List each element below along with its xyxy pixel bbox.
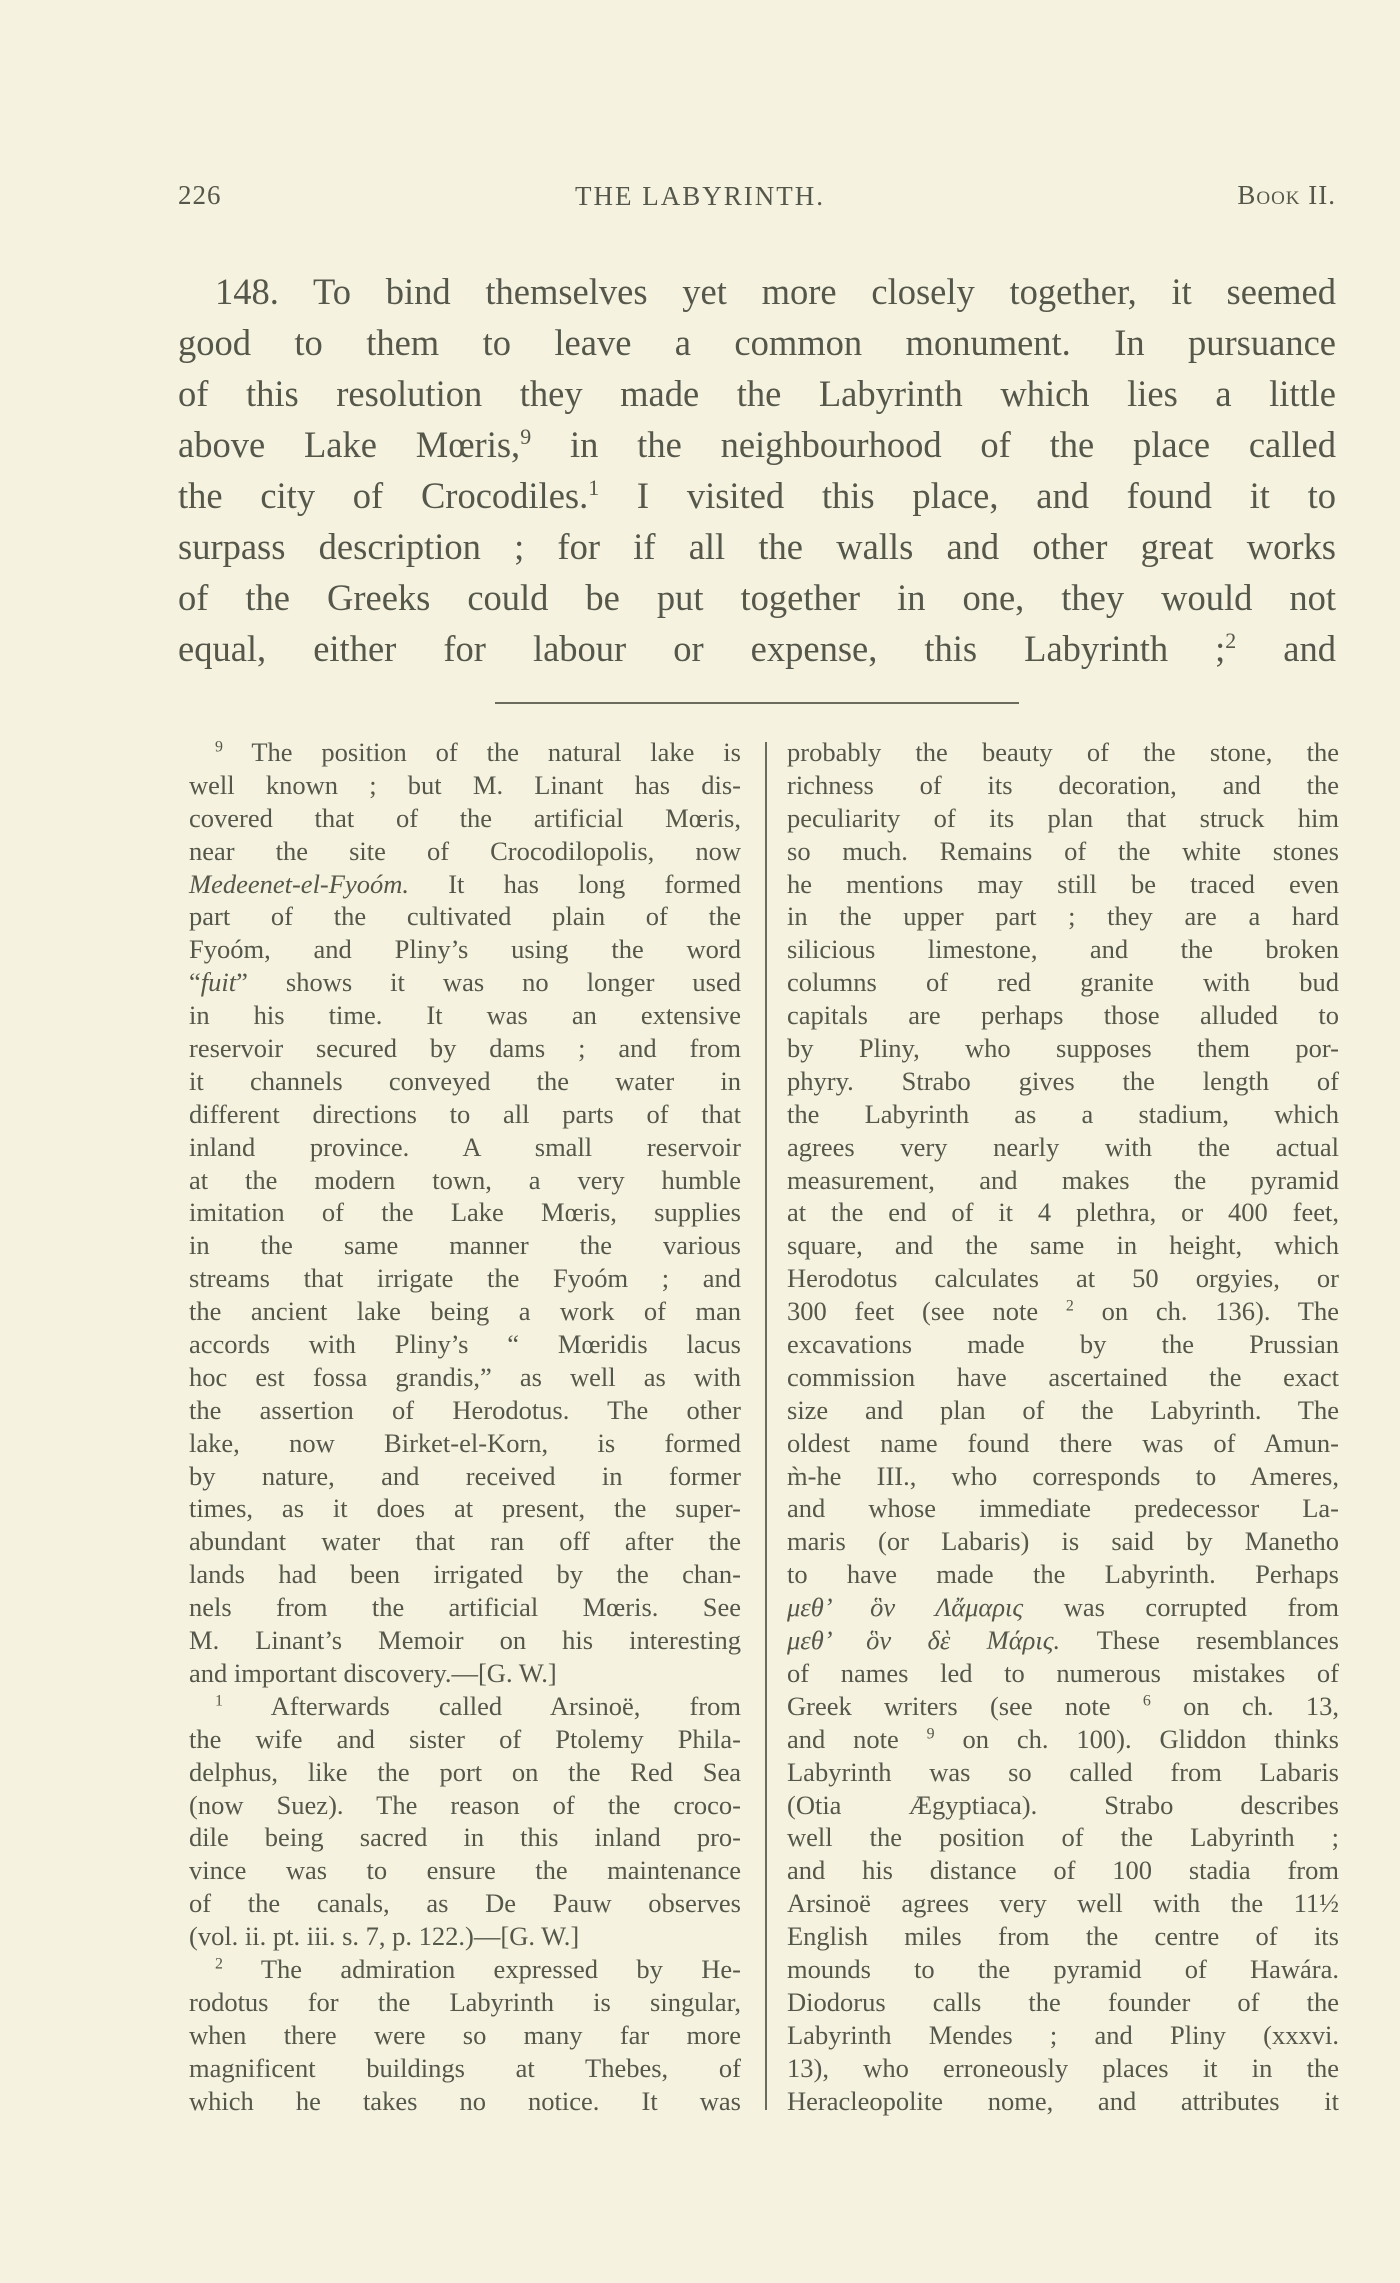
text-line bbox=[189, 1854, 741, 1887]
text-run: the assertion of Herodotus. The other bbox=[189, 1394, 741, 1425]
text-line bbox=[189, 2019, 741, 2052]
text-run: vince was to ensure the maintenance bbox=[189, 1855, 741, 1886]
text-line bbox=[787, 1854, 1339, 1887]
text-run: the wife and sister of Ptolemy Phila- bbox=[189, 1723, 741, 1754]
text-run: it channels conveyed the water in bbox=[189, 1065, 741, 1096]
text-line bbox=[178, 623, 1336, 674]
text-run: M. Linant’s Memoir on his interesting bbox=[189, 1625, 741, 1656]
text-line bbox=[178, 572, 1336, 623]
text-line bbox=[189, 1558, 741, 1591]
text-line bbox=[189, 1262, 741, 1295]
text-line bbox=[787, 1986, 1339, 2019]
text-run: so much. Remains of the white stones bbox=[787, 835, 1339, 866]
text-run: The admiration expressed by He- bbox=[222, 1953, 741, 1984]
column-divider bbox=[765, 742, 767, 2110]
text-run: maris (or Labaris) is said by Manetho bbox=[787, 1526, 1339, 1557]
text-run: he mentions may still be traced even bbox=[787, 868, 1339, 899]
text-line bbox=[189, 1821, 741, 1854]
text-run: nels from the artificial Mœris. See bbox=[189, 1592, 741, 1623]
text-line bbox=[787, 2052, 1339, 2085]
text-run: commission have ascertained the exact bbox=[787, 1361, 1339, 1392]
text-run: 148. To bind themselves yet more closely together, it seemed bbox=[215, 271, 1336, 312]
text-run: magnificent buildings at Thebes, of bbox=[189, 2052, 741, 2083]
text-run: rodotus for the Labyrinth is singular, bbox=[189, 1986, 741, 2017]
text-run: columns of red granite with bud bbox=[787, 967, 1339, 998]
text-run: abundant water that ran off after the bbox=[189, 1526, 741, 1557]
text-line bbox=[787, 933, 1339, 966]
footnote-separator-rule bbox=[495, 702, 1019, 704]
text-run: m̀-he III., who corresponds to Ameres, bbox=[787, 1460, 1339, 1491]
text-run: Heracleopolite nome, and attributes it bbox=[787, 2085, 1339, 2116]
text-run: hoc est fossa grandis,” as well as with bbox=[189, 1361, 741, 1392]
text-run: equal, either for labour or expense, this Labyrinth ; bbox=[178, 628, 1226, 669]
footnote-marker: 2 bbox=[1065, 1297, 1074, 1315]
footnote-marker: 6 bbox=[1142, 1692, 1151, 1710]
text-run: lands had been irrigated by the chan- bbox=[189, 1559, 741, 1590]
text-line bbox=[787, 1295, 1339, 1328]
text-line bbox=[189, 1131, 741, 1164]
book-label: Book II. bbox=[1237, 180, 1336, 210]
text-line bbox=[189, 2085, 741, 2118]
text-run: and his distance of 100 stadia from bbox=[787, 1855, 1339, 1886]
text-run: on ch. 100). Gliddon thinks bbox=[934, 1723, 1339, 1754]
text-line bbox=[189, 802, 741, 835]
text-line bbox=[178, 419, 1336, 470]
text-run: ” shows it was no longer used bbox=[236, 967, 741, 998]
text-line bbox=[787, 1624, 1339, 1657]
text-run: the Labyrinth as a stadium, which bbox=[787, 1098, 1339, 1129]
text-line bbox=[189, 1295, 741, 1328]
text-run: Herodotus calculates at 50 orgyies, or bbox=[787, 1263, 1339, 1294]
text-line bbox=[787, 1525, 1339, 1558]
text-line bbox=[189, 2052, 741, 2085]
text-line bbox=[178, 266, 1336, 317]
text-run: excavations made by the Prussian bbox=[787, 1329, 1339, 1360]
text-line bbox=[787, 1920, 1339, 1953]
footnotes-right-column bbox=[787, 736, 1339, 2117]
text-run: in the neighbourhood of the place called bbox=[531, 424, 1336, 465]
text-run: on ch. 136). The bbox=[1073, 1296, 1340, 1327]
text-run: in the upper part ; they are a hard bbox=[787, 901, 1339, 932]
text-run: 13), who erroneously places it in the bbox=[787, 2052, 1339, 2083]
text-run: phyry. Strabo gives the length of bbox=[787, 1065, 1339, 1096]
text-line bbox=[178, 317, 1336, 368]
text-line bbox=[787, 1591, 1339, 1624]
text-line bbox=[189, 835, 741, 868]
text-line bbox=[189, 1525, 741, 1558]
text-run: and important discovery.—[G. W.] bbox=[189, 1657, 557, 1688]
text-run: in the same manner the various bbox=[189, 1230, 741, 1261]
text-line bbox=[178, 470, 1336, 521]
text-line bbox=[189, 1328, 741, 1361]
text-run: oldest name found there was of Amun- bbox=[787, 1427, 1339, 1458]
text-run: and note bbox=[787, 1723, 927, 1754]
text-line bbox=[787, 1690, 1339, 1723]
text-run: Medeenet-el-Fyoóm. bbox=[189, 868, 409, 899]
text-run: surpass description ; for if all the walls and other great works bbox=[178, 526, 1336, 567]
text-line bbox=[787, 900, 1339, 933]
text-run: of this resolution they made the Labyrinth which lies a little bbox=[178, 373, 1336, 414]
text-run: I visited this place, and found it to bbox=[599, 475, 1336, 516]
text-line bbox=[787, 1789, 1339, 1822]
text-line bbox=[787, 1164, 1339, 1197]
text-line bbox=[189, 933, 741, 966]
text-line bbox=[189, 1624, 741, 1657]
text-run: well known ; but M. Linant has dis- bbox=[189, 769, 741, 800]
text-line bbox=[189, 1229, 741, 1262]
text-run: Labyrinth was so called from Labaris bbox=[787, 1756, 1339, 1787]
text-line bbox=[178, 521, 1336, 572]
text-run: measurement, and makes the pyramid bbox=[787, 1164, 1339, 1195]
text-line bbox=[787, 1098, 1339, 1131]
text-line bbox=[787, 1460, 1339, 1493]
text-run: the ancient lake being a work of man bbox=[189, 1296, 741, 1327]
text-line bbox=[787, 1065, 1339, 1098]
text-run: English miles from the centre of its bbox=[787, 1921, 1339, 1952]
text-run: the city of Crocodiles. bbox=[178, 475, 589, 516]
text-run: near the site of Crocodilopolis, now bbox=[189, 835, 741, 866]
text-line bbox=[787, 1262, 1339, 1295]
text-line bbox=[787, 1229, 1339, 1262]
text-run: fuit bbox=[200, 967, 237, 998]
text-run: silicious limestone, and the broken bbox=[787, 934, 1339, 965]
text-run: (now Suez). The reason of the croco- bbox=[189, 1789, 741, 1820]
text-line bbox=[189, 769, 741, 802]
text-line bbox=[787, 1492, 1339, 1525]
text-line bbox=[189, 1986, 741, 2019]
text-run: different directions to all parts of that bbox=[189, 1098, 741, 1129]
text-line bbox=[189, 1723, 741, 1756]
text-line bbox=[787, 1196, 1339, 1229]
text-line bbox=[787, 2085, 1339, 2118]
text-line bbox=[189, 966, 741, 999]
text-line bbox=[787, 835, 1339, 868]
text-line bbox=[189, 868, 741, 901]
text-line bbox=[787, 2019, 1339, 2052]
text-run: accords with Pliny’s “ Mœridis lacus bbox=[189, 1329, 741, 1360]
text-run: square, and the same in height, which bbox=[787, 1230, 1339, 1261]
text-run: 300 feet (see note bbox=[787, 1296, 1066, 1327]
text-run: Diodorus calls the founder of the bbox=[787, 1986, 1339, 2017]
text-line bbox=[787, 966, 1339, 999]
text-run: μεθ’ ὃν δὲ Μάρις. bbox=[787, 1625, 1061, 1656]
text-line bbox=[787, 1953, 1339, 1986]
text-line bbox=[189, 1756, 741, 1789]
text-line bbox=[189, 1098, 741, 1131]
text-line bbox=[787, 1887, 1339, 1920]
text-run: (Otia Ægyptiaca). Strabo describes bbox=[787, 1789, 1339, 1820]
text-line bbox=[787, 1394, 1339, 1427]
text-run: which he takes no notice. It was bbox=[189, 2085, 741, 2116]
text-run: part of the cultivated plain of the bbox=[189, 901, 741, 932]
text-line bbox=[189, 1657, 741, 1690]
text-line bbox=[189, 1065, 741, 1098]
text-run: above Lake Mœris, bbox=[178, 424, 521, 465]
text-line bbox=[787, 736, 1339, 769]
text-line bbox=[787, 1558, 1339, 1591]
text-line bbox=[189, 1032, 741, 1065]
text-run: on ch. 13, bbox=[1150, 1690, 1340, 1721]
page-number: 226 bbox=[178, 180, 222, 210]
text-line bbox=[189, 1460, 741, 1493]
text-line bbox=[189, 1492, 741, 1525]
text-run: good to them to leave a common monument. In pursuance bbox=[178, 322, 1336, 363]
text-run: (vol. ii. pt. iii. s. 7, p. 122.)—[G. W.] bbox=[189, 1921, 580, 1952]
text-run: by Pliny, who supposes them por- bbox=[787, 1033, 1339, 1064]
text-run: μεθ’ ὃν Λἄμαρις bbox=[787, 1592, 1024, 1623]
footnote-marker: 2 bbox=[215, 1955, 223, 1973]
text-run: “ bbox=[189, 967, 201, 998]
text-run: peculiarity of its plan that struck him bbox=[787, 802, 1339, 833]
text-line bbox=[189, 1164, 741, 1197]
text-line bbox=[189, 900, 741, 933]
text-line bbox=[787, 868, 1339, 901]
text-run: to have made the Labyrinth. Perhaps bbox=[787, 1559, 1339, 1590]
footnote-marker: 2 bbox=[1225, 627, 1237, 653]
text-run: Arsinoë agrees very well with the 11½ bbox=[787, 1888, 1339, 1919]
text-line bbox=[787, 1756, 1339, 1789]
text-line bbox=[787, 802, 1339, 835]
text-run: imitation of the Lake Mœris, supplies bbox=[189, 1197, 741, 1228]
text-run: well the position of the Labyrinth ; bbox=[787, 1822, 1339, 1853]
text-run: capitals are perhaps those alluded to bbox=[787, 1000, 1339, 1031]
text-line bbox=[189, 736, 741, 769]
text-line bbox=[189, 1953, 741, 1986]
text-line bbox=[189, 1361, 741, 1394]
text-line bbox=[189, 1690, 741, 1723]
main-text bbox=[178, 266, 1336, 674]
text-line bbox=[189, 1887, 741, 1920]
text-line bbox=[787, 1427, 1339, 1460]
text-line bbox=[189, 1591, 741, 1624]
text-run: dile being sacred in this inland pro- bbox=[189, 1822, 741, 1853]
text-run: reservoir secured by dams ; and from bbox=[189, 1033, 741, 1064]
text-line bbox=[189, 1920, 741, 1953]
text-line bbox=[787, 1131, 1339, 1164]
text-run: The position of the natural lake is bbox=[222, 737, 741, 767]
text-line bbox=[787, 769, 1339, 802]
running-title: THE LABYRINTH. bbox=[575, 181, 825, 211]
text-run: It has long formed bbox=[408, 868, 741, 899]
text-run: was corrupted from bbox=[1023, 1592, 1339, 1623]
text-run: size and plan of the Labyrinth. The bbox=[787, 1394, 1339, 1425]
text-run: mounds to the pyramid of Hawára. bbox=[787, 1953, 1339, 1984]
text-line bbox=[787, 1821, 1339, 1854]
text-run: inland province. A small reservoir bbox=[189, 1131, 741, 1162]
footnote-marker: 9 bbox=[926, 1725, 935, 1743]
text-run: when there were so many far more bbox=[189, 2019, 741, 2050]
text-line bbox=[189, 1789, 741, 1822]
text-run: and whose immediate predecessor La- bbox=[787, 1493, 1339, 1524]
text-run: streams that irrigate the Fyoóm ; and bbox=[189, 1263, 741, 1294]
text-run: at the modern town, a very humble bbox=[189, 1164, 741, 1195]
text-run: agrees very nearly with the actual bbox=[787, 1131, 1339, 1162]
text-run: Labyrinth Mendes ; and Pliny (xxxvi. bbox=[787, 2019, 1339, 2050]
text-line bbox=[787, 1723, 1339, 1756]
text-run: by nature, and received in former bbox=[189, 1460, 741, 1491]
text-line bbox=[189, 1196, 741, 1229]
text-line bbox=[189, 999, 741, 1032]
text-line bbox=[189, 1394, 741, 1427]
text-run: lake, now Birket-el-Korn, is formed bbox=[189, 1427, 741, 1458]
text-run: and bbox=[1236, 628, 1336, 669]
text-run: delphus, like the port on the Red Sea bbox=[189, 1756, 741, 1787]
text-run: of the Greeks could be put together in one, they would not bbox=[178, 577, 1336, 618]
footnote-marker: 9 bbox=[215, 738, 223, 756]
text-run: Greek writers (see note bbox=[787, 1690, 1143, 1721]
text-run: of the canals, as De Pauw observes bbox=[189, 1888, 741, 1919]
text-run: at the end of it 4 plethra, or 400 feet, bbox=[787, 1197, 1339, 1228]
text-line bbox=[787, 1032, 1339, 1065]
text-run: in his time. It was an extensive bbox=[189, 1000, 741, 1031]
footnotes-left-column bbox=[189, 736, 741, 2117]
text-run: times, as it does at present, the super- bbox=[189, 1493, 741, 1524]
text-run: These resemblances bbox=[1060, 1625, 1339, 1656]
text-line bbox=[787, 1361, 1339, 1394]
footnote-marker: 1 bbox=[588, 474, 600, 500]
text-run: richness of its decoration, and the bbox=[787, 769, 1339, 800]
text-line bbox=[178, 368, 1336, 419]
text-line bbox=[787, 1657, 1339, 1690]
text-run: of names led to numerous mistakes of bbox=[787, 1657, 1339, 1688]
text-line bbox=[787, 1328, 1339, 1361]
text-run: probably the beauty of the stone, the bbox=[787, 737, 1339, 767]
text-run: Afterwards called Arsinoë, from bbox=[222, 1690, 741, 1721]
footnote-marker: 9 bbox=[520, 423, 532, 449]
text-line bbox=[189, 1427, 741, 1460]
text-run: Fyoóm, and Pliny’s using the word bbox=[189, 934, 741, 965]
footnote-marker: 1 bbox=[215, 1692, 223, 1710]
text-run: covered that of the artificial Mœris, bbox=[189, 802, 741, 833]
text-line bbox=[787, 999, 1339, 1032]
